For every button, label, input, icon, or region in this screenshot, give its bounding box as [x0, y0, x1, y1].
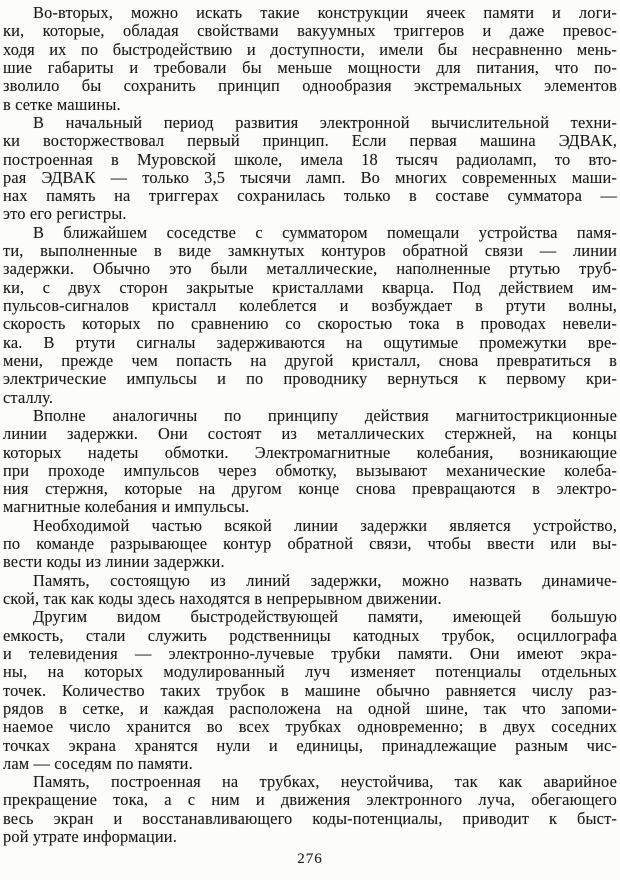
text-line: электрические импульсы и по проводнику вернуться к первому кри-	[3, 369, 617, 389]
text-line: В начальный период развития электронной вычислительной техни-	[33, 112, 617, 132]
text-line: Другим видом быстродействующей памяти, имеющей большую	[33, 607, 617, 627]
text-line: ны, на которых модулированный луч изменяет потенциалы отдельных	[3, 662, 617, 682]
text-line: Вполне аналогичны по принципу действия магнитострикционные	[33, 405, 617, 425]
text-line: ти, выполненные в виде замкнутых контуров обратной связи — линии	[3, 241, 617, 261]
text-line: ской, так как коды здесь находятся в непрерывном движении.	[3, 589, 442, 608]
text-line: сталлу.	[3, 387, 54, 407]
text-line: зволило бы сохранить принцип однообразия экстремальных элементов	[3, 76, 617, 96]
text-line: Память, состоящую из линий задержки, можно назвать динамиче-	[33, 570, 617, 590]
text-line: пульсов-сигналов кристалл колеблется и возбуждает в ртути волны,	[3, 296, 617, 315]
text-line: наемое число хранится во всех трубках одновременно; в двух соседних	[3, 717, 617, 737]
text-line: это его регистры.	[3, 204, 127, 224]
text-line: ния стержня, которые на другом конце снова превращаются в электро-	[3, 479, 617, 499]
text-line: скорость которых по сравнению со скоростью тока в проводах невели-	[3, 314, 617, 334]
text-line: по команде разрывающее контур обратной связи, чтобы ввести или вы-	[3, 534, 617, 554]
text-line: ки, которые, обладая свойствами вакуумных триггеров и даже превос-	[3, 21, 617, 41]
text-line: рой утрате информации.	[3, 827, 177, 847]
text-line: магнитные колебания и импульсы.	[3, 497, 250, 517]
text-line: В ближайшем соседстве с сумматором помещали устройства памя-	[33, 222, 617, 242]
text-line: Память, построенная на трубках, неустойчива, так как аварийное	[33, 772, 617, 792]
text-line: и телевидения — электронно-лучевые трубки памяти. Они имеют экра-	[3, 643, 617, 663]
text-line: задержки. Обычно это были металлические, наполненные ртутью труб-	[3, 259, 617, 279]
page-number: 276	[297, 851, 323, 867]
text-line: точек. Количество таких трубок в машине обычно равняется числу раз-	[3, 680, 617, 700]
text-line: весь экран и восстанавливающего коды-потенциалы, приводит к быст-	[3, 808, 617, 828]
text-line: которых надеты обмотки. Электромагнитные колебания, возникающие	[3, 442, 617, 462]
text-line: Во-вторых, можно искать такие конструкции ячеек памяти и логи-	[33, 3, 617, 22]
text-line: линии задержки. Они состоят из металлических стержней, на концы	[3, 424, 617, 444]
page-text	[3, 4, 617, 846]
text-line: ходя их по быстродействию и доступности, имели бы несравненно мень-	[3, 39, 617, 59]
text-line: емкость, стали служить родственницы катодных трубок, осциллографа	[3, 625, 617, 645]
text-line: ки восторжествовал первый принцип. Если первая машина ЭДВАК,	[3, 131, 617, 151]
text-line: построенная в Муровской школе, имела 18 тысяч радиоламп, то вто-	[3, 149, 617, 169]
text-line: шие габариты и требовали бы меньше мощности для питания, что по-	[3, 57, 617, 77]
text-line: ка. В ртути сигналы задерживаются на ощутимые промежутки вре-	[3, 332, 617, 352]
text-line: рая ЭДВАК — только 3,5 тысячи ламп. Во многих современных маши-	[3, 167, 617, 187]
text-line: Необходимой частью всякой линии задержки является устройство,	[33, 515, 617, 535]
text-line: точках экрана хранятся нули и единицы, принадлежащие разным чис-	[3, 735, 617, 755]
text-line: в сетке машины.	[3, 94, 121, 114]
text-line: лам — соседям по памяти.	[3, 753, 193, 773]
text-line: вести коды из линии задержки.	[3, 552, 225, 572]
text-line: мени, прежде чем попасть на другой кристалл, снова превратиться в	[3, 350, 617, 370]
text-line: ки, с двух сторон закрытые кристаллами кварца. Под действием им-	[3, 277, 617, 297]
text-line: рядов в сетке, и каждая расположена на одной шине, так что запоми-	[3, 698, 617, 718]
text-line: прекращение тока, а с ним и движения электронного луча, обегающего	[3, 790, 617, 810]
text-line: нах память на триггерах сохранилась только в составе сумматора —	[3, 186, 617, 206]
text-line: при проходе импульсов через обмотку, вызывают механические колеба-	[3, 460, 617, 480]
